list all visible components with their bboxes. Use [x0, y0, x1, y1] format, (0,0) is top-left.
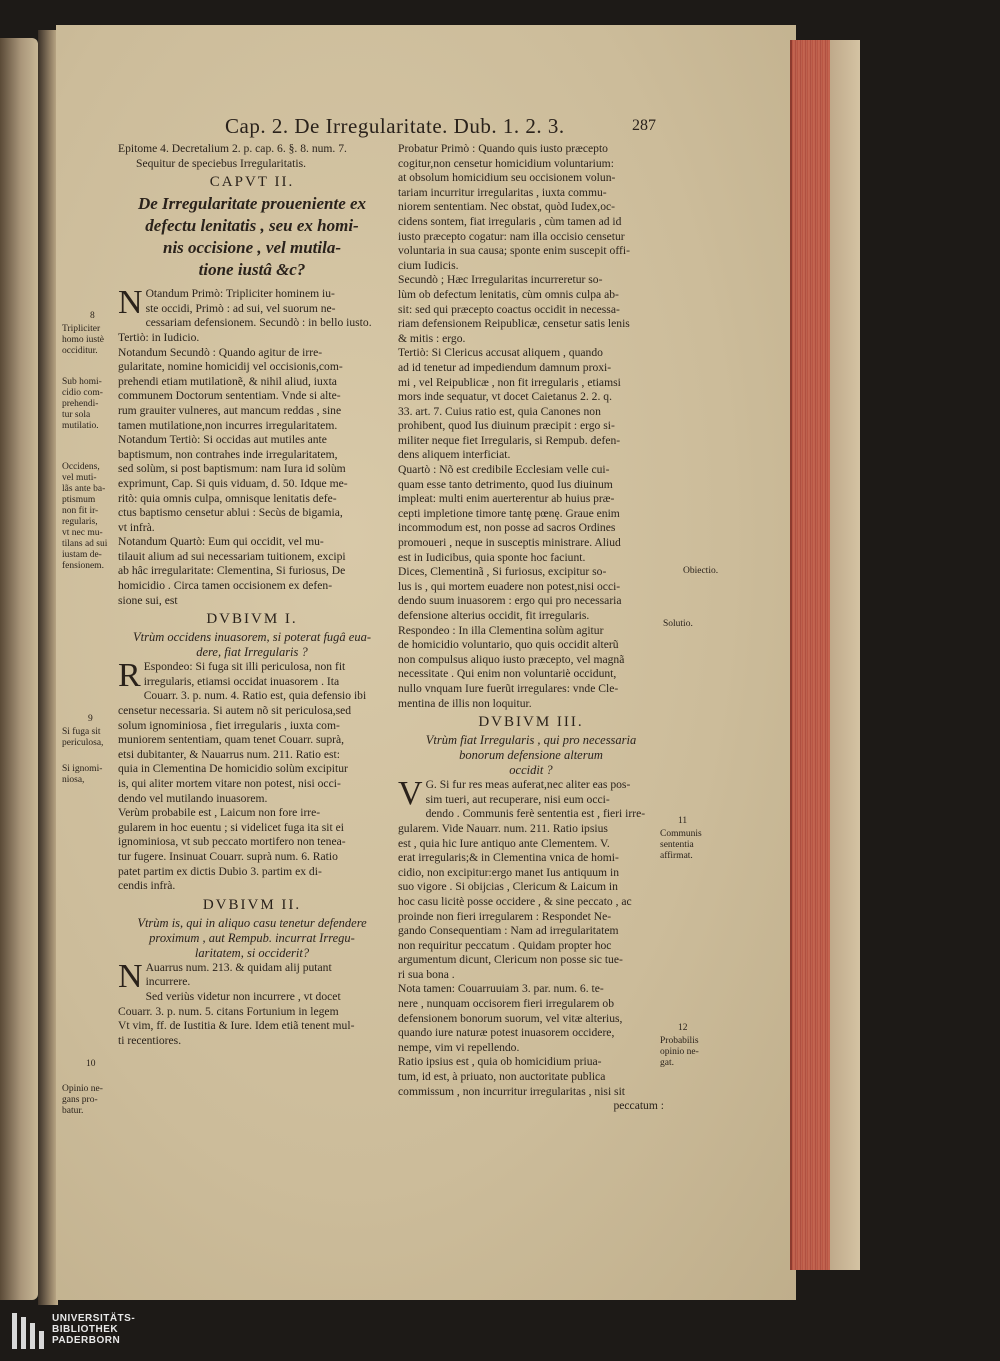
page-number: 287: [632, 117, 656, 134]
drop-cap: N: [118, 284, 143, 322]
library-logo-text: UNIVERSITÄTS- BIBLIOTHEK PADERBORN: [52, 1313, 136, 1346]
paragraph-nauarrus: N Auarrus num. 213. & quidam alij putant incurrere.: [118, 957, 332, 995]
running-head: Cap. 2. De Irregularitate. Dub. 1. 2. 3.: [225, 114, 565, 138]
paragraph-si-fur: V G. Si fur res meas auferat,nec aliter eas pos- sim tueri, aut recuperare, nisi eum occi- dendo . Communis ferè sententia est , fieri irre- gularem. Vide Nauarr. num. 211. Ratio ipsius est , quia hic Iure antiquo ante Clementem. V. erat irregularis;& in Clementina vnica de homi- cidio, non excipitur:ergo manet Ius antiquum in suo vigore . Si obijcias , Clericum & Laicum in hoc casu licitè posse occidere , & sine peccato , ac proinde non fieri irregularem : Respondet Ne- gando Consequentiam : Nam ad irregularitatem non requiritur peccatum . Quidam propter hoc argumentum dicunt, Clericum non posse sic tue- ri sua bona .: [398, 775, 646, 981]
right-column: [398, 142, 664, 1114]
margin-note-tripliciter: Tripliciter homo iustè occiditur.: [62, 324, 104, 356]
margin-note-si-fuga: Si fuga sit periculosa,: [62, 727, 104, 748]
dubium-3-question: Vtrùm fiat Irregularis , qui pro necessaria bonorum defensione alterum occidit ?: [425, 733, 637, 778]
margin-number-9: 9: [88, 714, 93, 724]
margin-note-opinio-negans: Opinio ne- gans pro- batur.: [62, 1084, 103, 1116]
book-gutter: [38, 30, 58, 1305]
left-page-edge: [0, 38, 38, 1300]
paragraph-respondeo: R Espondeo: Si fuga sit illi periculosa, non fit irregularis, etiamsi occidat inuasorem . Ita Couarr. 3. p. num. 4. Ratio est, quia defensio ibi censetur necessaria. Si autem nõ sit periculosa,sed solum ignominiosa , fiet irregularis , iuxta com- muniorem sententiam, quam tenet Couarr. suprà, etsi dubitanter, & Nauarrus num. 211. Ratio est: quia in Clementina De homicidio solùm excipitur is, qui aliter mortem vitare non potest, nisi occi- dendo vel mutilando inuasorem.: [118, 657, 367, 805]
paragraph-notandum-quarto: Notandum Quartò: Eum qui occidit, vel mu- tilauit alium ad sui necessariam tuitionem, excipi ab hâc irregularitate: Clementina, Si furiosus, De homicidio . Circa tamen occisionem ex defen- sione sui, est: [118, 535, 346, 607]
library-logo-icon: [12, 1313, 46, 1349]
dubium-1-heading: DVBIVM I.: [206, 611, 298, 628]
paragraph-respondeo-right: Respondeo : In illa Clementina solùm agitur de homicidio voluntario, quo quis occidit alterũ non compulsus aliquo iusto præcepto, vel magnã necessitate . Qui enim non voluntariè occidunt, nullo vnquam Iure fuerũt irregulares: vnde Cle- mentina de illis non loquitur.: [398, 623, 625, 710]
paragraph-nota-tamen: Nota tamen: Couarruuiam 3. par. num. 6. te- nere , nunquam occisorem fieri irregularem ob defensionem bonorum suorum, vel vitæ alterius, quando iure naturæ potest inuasorem occidere, nempe, vim vi repellendo.: [398, 982, 623, 1054]
margin-number-11: 11: [678, 816, 688, 826]
margin-note-si-ignominiosa: Si ignomi- niosa,: [62, 764, 103, 785]
paragraph-secundo: Secundò ; Hæc Irregularitas incurreretur so- lùm ob defectum lenitatis, cùm omnis culpa ab- sit: sed qui præcepto coactus occidit in necessa- riam defensionem Reipublicæ, censetur satis lenis & mitis : ergo.: [398, 273, 630, 345]
caput-title: De Irregularitate proueniente ex defectu lenitatis , seu ex homi- nis occisione , vel mutila- tione iustâ &c?: [137, 194, 367, 280]
paragraph-quarto: Quartò : Nõ est credibile Ecclesiam velle cui- quam esse tanto detrimento, quod Ius diuinum impleat: multi enim auerterentur ab huius præ- cepti impletione timore tantę pœnę. Graue enim incommodum est, non posse ad sacros Ordines promoueri , neque in susceptis ministrare. Aliud est in Iudicibus, quia sponte hoc faciunt.: [398, 463, 621, 564]
caput-heading: CAPVT II.: [209, 174, 295, 191]
drop-cap: R: [118, 657, 141, 695]
margin-note-probabilis-opinio: Probabilis opinio ne- gat.: [660, 1036, 699, 1068]
paragraph-sed-verius: Sed veriùs videtur non incurrere , vt docet Couarr. 3. p. num. 5. citans Fortunium in legem Vt vim, ff. de Iustitia & Iure. Idem etiã tenent mul- ti recentiores.: [118, 989, 355, 1047]
margin-number-10: 10: [86, 1059, 96, 1069]
page-edge-cap: [830, 40, 860, 1270]
paragraph-verum: Verùm probabile est , Laicum non fore irre- gularem in hoc euentu ; si videlicet fuga ita sit ei ignominiosa, vt sub peccato mortifero non tenea- tur fugere. Insinuat Couarr. suprà num. 6. Ratio patet partim ex dictis Dubio 3. partim ex di- cendis infrà.: [118, 806, 346, 893]
margin-note-obiectio: Obiectio.: [683, 566, 719, 576]
epitome: Epitome 4. Decretalium 2. p. cap. 6. §. 8. num. 7. Sequitur de speciebus Irregularitatis.: [118, 142, 347, 170]
paragraph-notandum-secundo: Notandum Secundò : Quando agitur de irre- gularitate, nomine homicidij vel occisionis,com- prehendi etiam mutilationẽ, & nihil aliud, iuxta communem Doctorum sententiam. Vnde si alte- rum grauiter vulneres, aut mancum reddas , sine tamen mutilatione,non incurres irregularitatem.: [118, 345, 343, 432]
dubium-2-question: Vtrùm is, qui in aliquo casu tenetur defendere proximum , aut Rempub. incurrat Irregu- laritatem, si occiderit?: [137, 915, 367, 960]
dubium-3-heading: DVBIVM III.: [478, 714, 584, 731]
margin-note-communis-sententia: Communis sententia affirmat.: [660, 829, 702, 861]
dubium-2-heading: DVBIVM II.: [202, 896, 302, 913]
paragraph-dices: Dices, Clementinã , Si furiosus, excipitur so- lus is , qui mortem euadere non potest,nisi occi- dendo suum inuasorem : ergo qui pro necessaria defensione alterius occidit, fit irregularis.: [398, 565, 622, 622]
drop-cap: N: [118, 957, 143, 995]
drop-cap: V: [398, 775, 423, 813]
margin-number-8: 8: [90, 311, 95, 321]
paragraph-ratio: Ratio ipsius est , quia ob homicidium priua- tum, id est, à priuato, non auctoritate publica commissum , non incurritur irregularitas , nisi sit peccatum :: [398, 1055, 664, 1113]
margin-note-occidens: Occidens, vel muti- lãs ante ba- ptismum non fit ir- regularis, vt nec mu- tilans ad sui iustam de- fensionem.: [62, 462, 108, 571]
paragraph-tertio: Tertiò: Si Clericus accusat aliquem , quando ad id tenetur ad impediendum damnum proxi- mi , vel Reipublicæ , non fit irregularis , etiamsi mors inde sequatur, vt docet Caietanus 2. 2. q. 33. art. 7. Cuius ratio est, quia Canones non prohibent, quod Ius diuinum præcipit : ergo si- militer neque fiet Irregularis, si Rempub. defen- dens aliquem interficiat.: [398, 346, 621, 462]
paragraph-notandum-tertio: Notandum Tertiò: Si occidas aut mutiles ante baptismum, non contrahes inde irregularitatem, sed solùm, si post baptismum: nam Iura id solùm exprimunt, Cap. Si quis viduam, d. 50. Idque me- ritò: quia omnis culpa, omnisque lenitatis defe- ctus baptismo censetur ablui : Secùs de bigamia, vt infrà.: [118, 433, 348, 534]
paragraph-notandum-primo: N Otandum Primò: Tripliciter hominem iu- ste occidi, Primò : ad sui, vel suorum ne- cessariam defensionem. Secundò : in bello iusto. Tertiò: in Iudicio.: [118, 284, 372, 344]
margin-note-solutio: Solutio.: [663, 619, 693, 629]
paragraph-probatur: Probatur Primò : Quando quis iusto præcepto cogitur,non censetur homicidium voluntarium: at obsolum homicidium seu occisionem volun- tariam incurritur irregularitas , iuxta commu- niorem sententiam. Nec obstat, quòd Iudex,oc- cidens sontem, fiat irregularis , cùm tamen ad id iusto præcepto cogatur: nam illa occisio censetur voluntaria in sua causa; sponte enim suscepit offi- cium Iudicis.: [398, 142, 630, 272]
margin-number-12: 12: [678, 1023, 688, 1033]
margin-note-sub-homicidio: Sub homi- cidio com- prehendi- tur sola mutilatio.: [62, 377, 103, 431]
left-column: [118, 142, 386, 1048]
dubium-1-question: Vtrùm occidens inuasorem, si poterat fugâ eua- dere, fiat Irregularis ?: [132, 630, 372, 660]
